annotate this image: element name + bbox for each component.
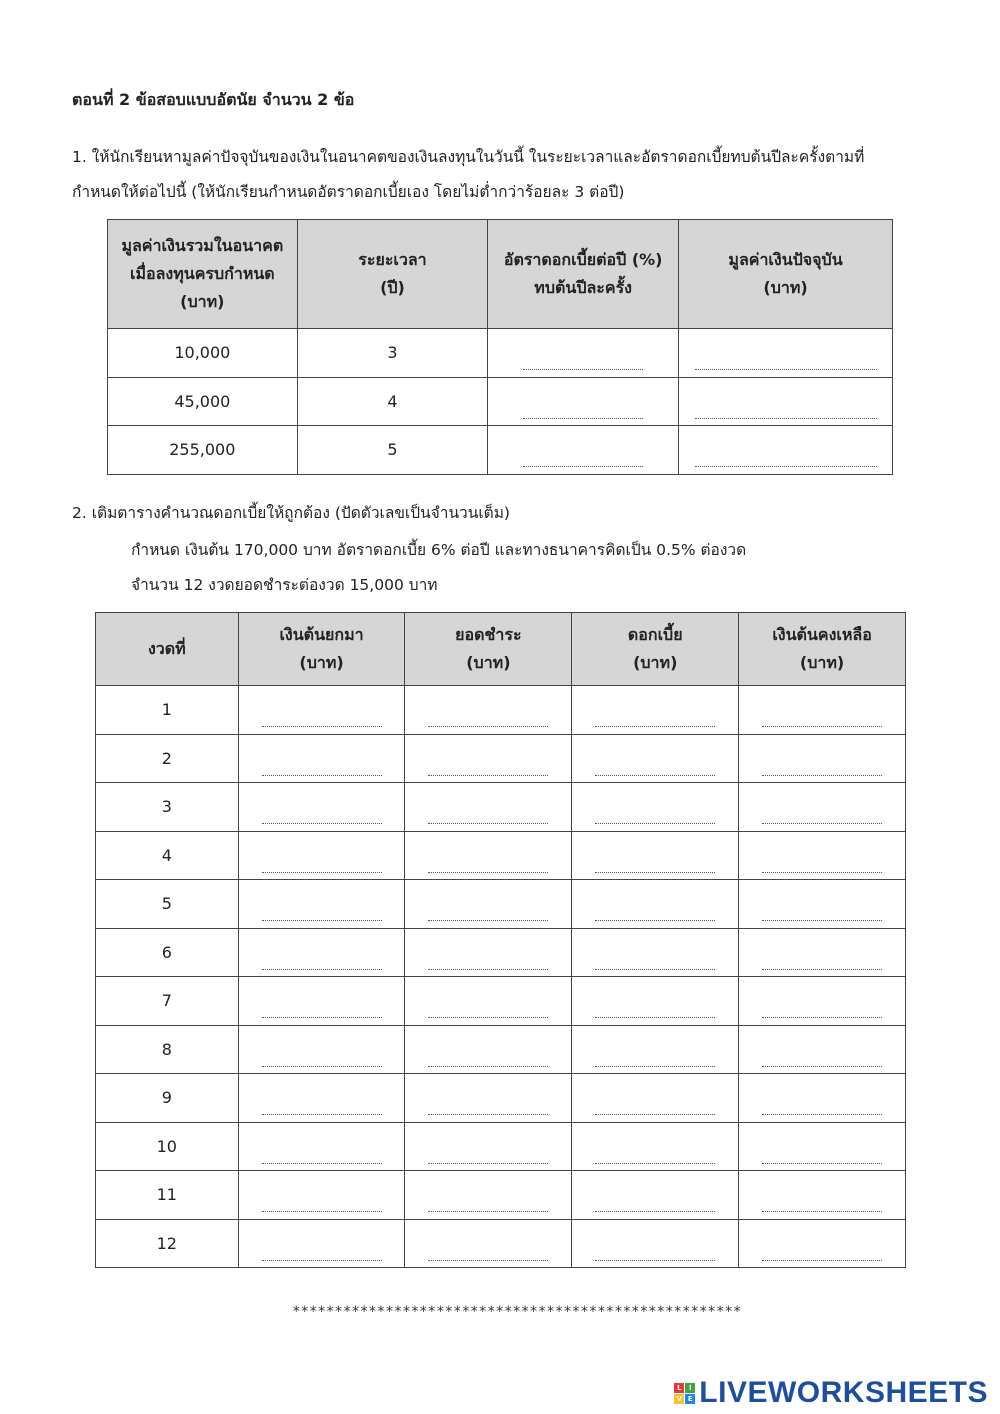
table-row — [96, 1025, 906, 1074]
question2-title: 2. เติมตารางคำนวณดอกเบี้ยให้ถูกต้อง (ปัดตัวเลขเป็นจำนวนเต็ม) — [72, 504, 510, 522]
header-present-value — [679, 220, 893, 329]
period-cell: 5 — [297, 426, 488, 475]
installment-number: 1 — [96, 686, 239, 735]
interest-input[interactable] — [572, 1025, 739, 1074]
header-interest-line: (บาท) — [633, 653, 678, 672]
present-value-input[interactable] — [679, 377, 893, 426]
answer-blank[interactable] — [762, 1211, 882, 1212]
answer-blank[interactable] — [595, 823, 715, 824]
answer-blank[interactable] — [428, 872, 548, 873]
payment-input[interactable] — [405, 1122, 572, 1171]
answer-blank[interactable] — [262, 1163, 382, 1164]
answer-blank[interactable] — [595, 1114, 715, 1115]
header-future-value-line: มูลค่าเงินรวมในอนาคต — [121, 236, 284, 255]
header-period-line: ระยะเวลา — [358, 250, 427, 269]
table-row — [96, 880, 906, 929]
principal-brought-forward-input[interactable] — [238, 1025, 405, 1074]
answer-blank[interactable] — [762, 1066, 882, 1067]
answer-blank[interactable] — [262, 969, 382, 970]
future-value-cell: 10,000 — [108, 329, 298, 378]
payment-input[interactable] — [405, 880, 572, 929]
header-installment — [96, 613, 239, 686]
principal-brought-forward-input[interactable] — [238, 1219, 405, 1268]
answer-blank[interactable] — [595, 969, 715, 970]
principal-brought-forward-input[interactable] — [238, 734, 405, 783]
header-principal-brought-forward-line: เงินต้นยกมา — [279, 625, 364, 644]
answer-blank[interactable] — [262, 920, 382, 921]
answer-blank[interactable] — [762, 775, 882, 776]
question1-text-line1: 1. ให้นักเรียนหามูลค่าปัจจุบันของเงินในอนาคตของเงินลงทุนในวันนี้ ในระยะเวลาและอัตราดอกเบี้ยทบต้นปีละครั้งตามที่ — [72, 148, 865, 166]
answer-blank[interactable] — [262, 872, 382, 873]
liveworksheets-logo-icon — [674, 1383, 695, 1404]
answer-blank[interactable] — [595, 775, 715, 776]
answer-blank[interactable] — [762, 726, 882, 727]
payment-input[interactable] — [405, 783, 572, 832]
principal-remaining-input[interactable] — [739, 1122, 906, 1171]
period-cell: 3 — [297, 329, 488, 378]
answer-blank[interactable] — [595, 726, 715, 727]
principal-remaining-input[interactable] — [739, 831, 906, 880]
interest-input[interactable] — [572, 686, 739, 735]
principal-brought-forward-input[interactable] — [238, 1074, 405, 1123]
header-future-value-line: (บาท) — [180, 292, 225, 311]
logo-tile: I — [685, 1383, 695, 1393]
separator-stars: ***************************************************** — [292, 1304, 742, 1320]
answer-blank[interactable] — [762, 920, 882, 921]
header-payment-line: (บาท) — [466, 653, 511, 672]
amortization-table-header — [96, 613, 906, 686]
principal-remaining-input[interactable] — [739, 977, 906, 1026]
installment-number: 12 — [96, 1219, 239, 1268]
header-payment-line: ยอดชำระ — [455, 625, 522, 644]
principal-remaining-input[interactable] — [739, 928, 906, 977]
interest-rate-input[interactable] — [488, 329, 679, 378]
answer-blank[interactable] — [595, 872, 715, 873]
answer-blank[interactable] — [762, 1260, 882, 1261]
header-principal-remaining-line: เงินต้นคงเหลือ — [772, 625, 872, 644]
logo-tile: L — [674, 1383, 684, 1393]
installment-number: 8 — [96, 1025, 239, 1074]
principal-remaining-input[interactable] — [739, 1025, 906, 1074]
interest-input[interactable] — [572, 1171, 739, 1220]
header-future-value-line: เมื่อลงทุนครบกำหนด — [129, 264, 275, 283]
answer-blank[interactable] — [762, 1163, 882, 1164]
interest-input[interactable] — [572, 977, 739, 1026]
section-title: ตอนที่ 2 ข้อสอบแบบอัตนัย จำนวน 2 ข้อ — [72, 90, 355, 109]
answer-blank[interactable] — [762, 969, 882, 970]
interest-input[interactable] — [572, 1219, 739, 1268]
payment-input[interactable] — [405, 928, 572, 977]
present-value-table — [107, 219, 893, 475]
table-row — [96, 1219, 906, 1268]
interest-input[interactable] — [572, 880, 739, 929]
principal-brought-forward-input[interactable] — [238, 880, 405, 929]
answer-blank[interactable] — [595, 1211, 715, 1212]
question2-given-line2: จำนวน 12 งวดยอดชำระต่องวด 15,000 บาท — [131, 576, 438, 594]
answer-blank[interactable] — [428, 726, 548, 727]
principal-brought-forward-input[interactable] — [238, 783, 405, 832]
header-interest — [572, 613, 739, 686]
principal-brought-forward-input[interactable] — [238, 1171, 405, 1220]
future-value-cell: 45,000 — [108, 377, 298, 426]
principal-brought-forward-input[interactable] — [238, 831, 405, 880]
future-value-cell: 255,000 — [108, 426, 298, 475]
installment-number: 3 — [96, 783, 239, 832]
question2-given-line1: กำหนด เงินต้น 170,000 บาท อัตราดอกเบี้ย 6% ต่อปี และทางธนาคารคิดเป็น 0.5% ต่องวด — [131, 541, 747, 559]
answer-blank[interactable] — [428, 1066, 548, 1067]
answer-blank[interactable] — [262, 1114, 382, 1115]
principal-remaining-input[interactable] — [739, 880, 906, 929]
header-payment — [405, 613, 572, 686]
answer-blank[interactable] — [262, 1066, 382, 1067]
installment-number: 6 — [96, 928, 239, 977]
answer-blank[interactable] — [262, 1260, 382, 1261]
header-interest-rate — [488, 220, 679, 329]
principal-brought-forward-input[interactable] — [238, 977, 405, 1026]
table-row — [96, 977, 906, 1026]
installment-number: 4 — [96, 831, 239, 880]
brand-watermark — [674, 1376, 988, 1410]
principal-remaining-input[interactable] — [739, 783, 906, 832]
answer-blank[interactable] — [262, 823, 382, 824]
interest-rate-input[interactable] — [488, 426, 679, 475]
answer-blank[interactable] — [262, 775, 382, 776]
header-future-value — [108, 220, 298, 329]
logo-tile: V — [674, 1394, 684, 1404]
installment-number: 9 — [96, 1074, 239, 1123]
table-row — [96, 1074, 906, 1123]
interest-input[interactable] — [572, 1122, 739, 1171]
principal-remaining-input[interactable] — [739, 734, 906, 783]
payment-input[interactable] — [405, 1025, 572, 1074]
answer-blank[interactable] — [523, 466, 643, 467]
interest-input[interactable] — [572, 928, 739, 977]
principal-remaining-input[interactable] — [739, 1171, 906, 1220]
header-interest-rate-line: อัตราดอกเบี้ยต่อปี (%) — [503, 250, 663, 269]
present-value-input[interactable] — [679, 329, 893, 378]
brand-name: LIVEWORKSHEETS — [699, 1376, 988, 1409]
table-row — [108, 377, 893, 426]
table-row — [96, 686, 906, 735]
payment-input[interactable] — [405, 977, 572, 1026]
answer-blank[interactable] — [595, 1163, 715, 1164]
header-principal-brought-forward — [238, 613, 405, 686]
table-row — [108, 426, 893, 475]
answer-blank[interactable] — [428, 775, 548, 776]
amortization-table — [95, 612, 906, 1268]
interest-input[interactable] — [572, 734, 739, 783]
header-period — [297, 220, 488, 329]
answer-blank[interactable] — [762, 1114, 882, 1115]
payment-input[interactable] — [405, 831, 572, 880]
answer-blank[interactable] — [523, 369, 643, 370]
interest-input[interactable] — [572, 783, 739, 832]
answer-blank[interactable] — [595, 1066, 715, 1067]
question1-text-line2: กำหนดให้ต่อไปนี้ (ให้นักเรียนกำหนดอัตราดอกเบี้ยเอง โดยไม่ต่ำกว่าร้อยละ 3 ต่อปี) — [72, 183, 625, 201]
payment-input[interactable] — [405, 1074, 572, 1123]
principal-brought-forward-input[interactable] — [238, 686, 405, 735]
answer-blank[interactable] — [695, 466, 877, 467]
installment-number: 7 — [96, 977, 239, 1026]
table-row — [96, 831, 906, 880]
answer-blank[interactable] — [523, 418, 643, 419]
logo-tile: E — [685, 1394, 695, 1404]
header-present-value-line: มูลค่าเงินปัจจุบัน — [728, 250, 843, 269]
interest-input[interactable] — [572, 1074, 739, 1123]
answer-blank[interactable] — [762, 872, 882, 873]
period-cell: 4 — [297, 377, 488, 426]
answer-blank[interactable] — [695, 369, 877, 370]
answer-blank[interactable] — [595, 1260, 715, 1261]
interest-rate-input[interactable] — [488, 377, 679, 426]
header-principal-remaining — [739, 613, 906, 686]
table-row — [108, 329, 893, 378]
answer-blank[interactable] — [595, 920, 715, 921]
table-row — [96, 1171, 906, 1220]
table-row — [96, 928, 906, 977]
principal-brought-forward-input[interactable] — [238, 1122, 405, 1171]
table-row — [96, 734, 906, 783]
answer-blank[interactable] — [428, 1211, 548, 1212]
installment-number: 11 — [96, 1171, 239, 1220]
header-interest-rate-line: ทบต้นปีละครั้ง — [534, 278, 632, 297]
present-value-table-header — [108, 220, 893, 329]
answer-blank[interactable] — [428, 1163, 548, 1164]
header-present-value-line: (บาท) — [763, 278, 808, 297]
installment-number: 2 — [96, 734, 239, 783]
header-principal-brought-forward-line: (บาท) — [299, 653, 344, 672]
answer-blank[interactable] — [428, 823, 548, 824]
header-period-line: (ปี) — [380, 278, 405, 297]
answer-blank[interactable] — [428, 1260, 548, 1261]
answer-blank[interactable] — [428, 1114, 548, 1115]
principal-brought-forward-input[interactable] — [238, 928, 405, 977]
header-interest-line: ดอกเบี้ย — [627, 625, 683, 644]
principal-remaining-input[interactable] — [739, 1074, 906, 1123]
answer-blank[interactable] — [695, 418, 877, 419]
payment-input[interactable] — [405, 686, 572, 735]
answer-blank[interactable] — [428, 920, 548, 921]
answer-blank[interactable] — [262, 1017, 382, 1018]
answer-blank[interactable] — [762, 823, 882, 824]
principal-remaining-input[interactable] — [739, 686, 906, 735]
answer-blank[interactable] — [262, 726, 382, 727]
table-row — [96, 783, 906, 832]
installment-number: 5 — [96, 880, 239, 929]
answer-blank[interactable] — [595, 1017, 715, 1018]
interest-input[interactable] — [572, 831, 739, 880]
header-principal-remaining-line: (บาท) — [799, 653, 845, 672]
payment-input[interactable] — [405, 1171, 572, 1220]
principal-remaining-input[interactable] — [739, 1219, 906, 1268]
payment-input[interactable] — [405, 734, 572, 783]
installment-number: 10 — [96, 1122, 239, 1171]
payment-input[interactable] — [405, 1219, 572, 1268]
answer-blank[interactable] — [428, 969, 548, 970]
answer-blank[interactable] — [428, 1017, 548, 1018]
answer-blank[interactable] — [262, 1211, 382, 1212]
answer-blank[interactable] — [762, 1017, 882, 1018]
present-value-input[interactable] — [679, 426, 893, 475]
table-row — [96, 1122, 906, 1171]
header-installment-line: งวดที่ — [147, 639, 186, 658]
